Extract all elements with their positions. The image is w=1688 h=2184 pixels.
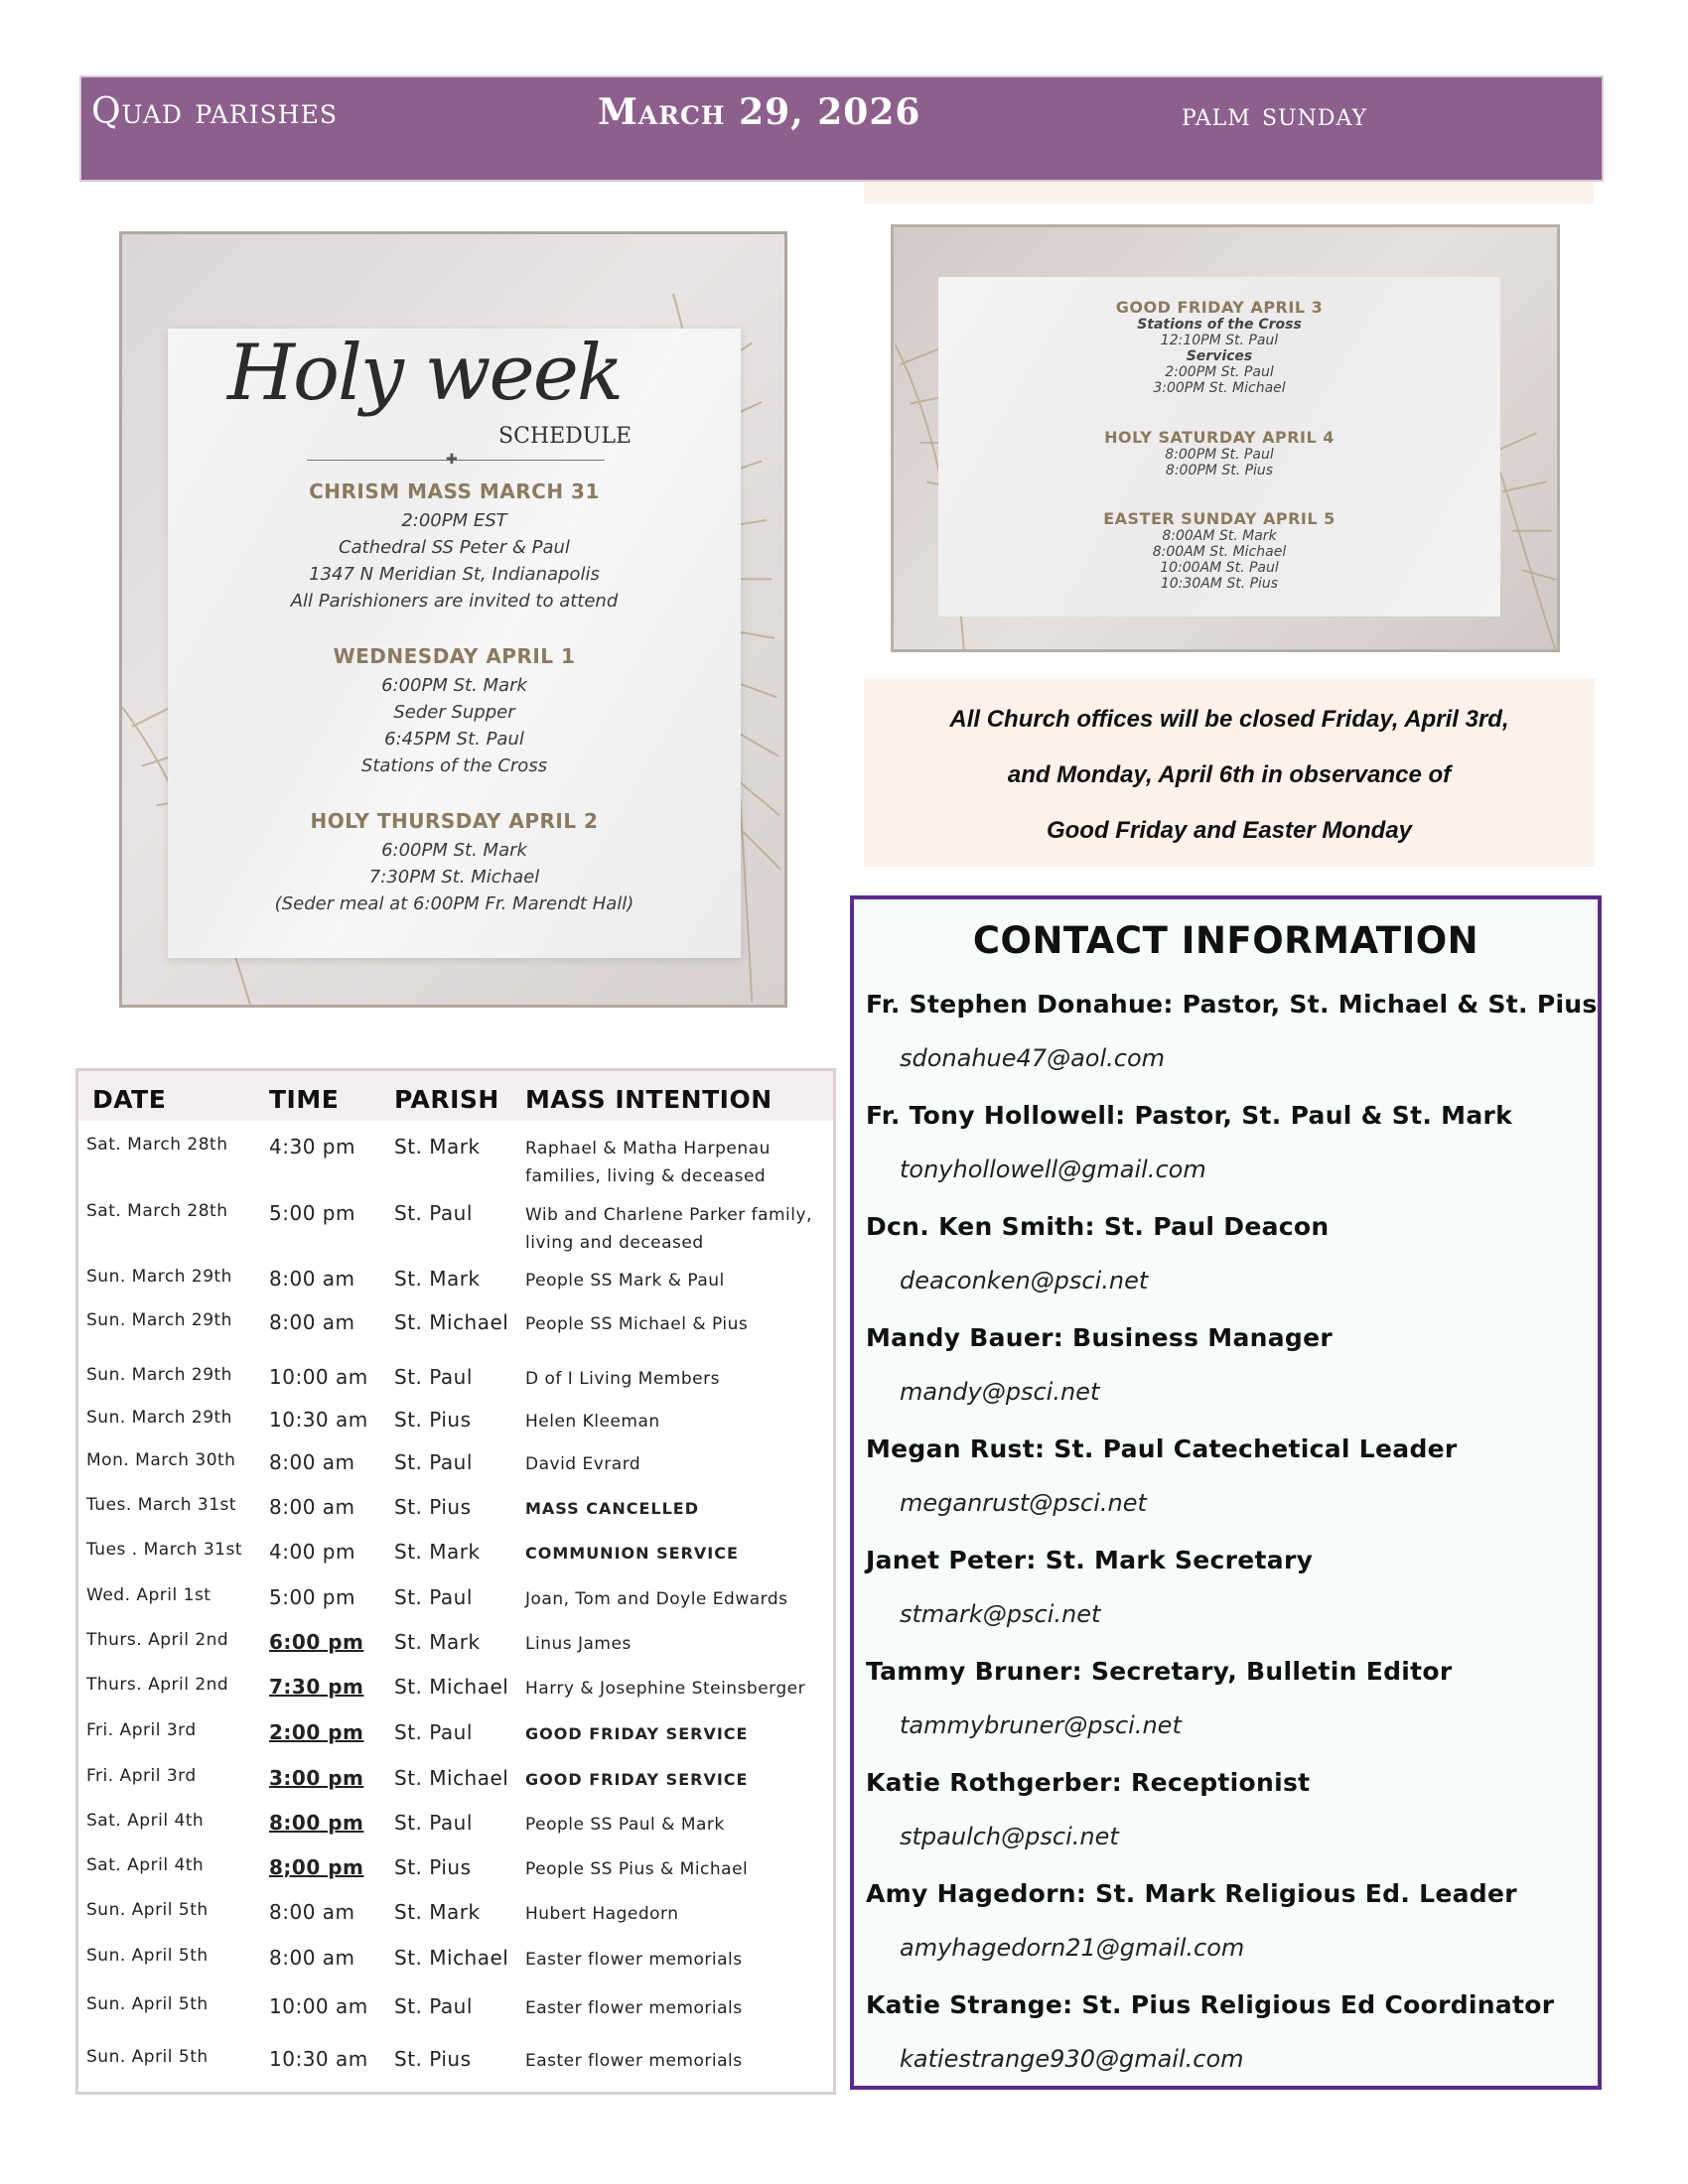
row-intention: COMMUNION SERVICE — [525, 1544, 739, 1563]
contact-name: Amy Hagedorn: St. Mark Religious Ed. Leader — [866, 1879, 1517, 1908]
section-line: 8:00PM St. Pius — [1165, 463, 1274, 478]
row-parish: St. Paul — [394, 1994, 473, 2018]
contact-email[interactable]: stpaulch@psci.net — [900, 1823, 1119, 1850]
row-parish: St. Michael — [394, 1675, 509, 1699]
row-date: Sat. March 28th — [86, 1135, 228, 1155]
row-parish: St. Mark — [394, 1900, 481, 1924]
row-intention: Helen Kleeman — [525, 1412, 660, 1432]
row-time: 10:30 am — [269, 1408, 368, 1432]
section-line: 2:00PM St. Paul — [1165, 364, 1274, 380]
header-date: March 29, 2026 — [598, 91, 921, 133]
section-line: 10:30AM St. Pius — [1160, 576, 1279, 592]
notice-line: Good Friday and Easter Monday — [1046, 817, 1413, 844]
holy-week-card — [168, 329, 741, 958]
notice-line: All Church offices will be closed Friday, April 3rd, — [949, 706, 1509, 733]
contact-email[interactable]: amyhagedorn21@gmail.com — [900, 1934, 1245, 1962]
row-parish: St. Pius — [394, 1855, 472, 1879]
contact-email[interactable]: mandy@psci.net — [900, 1378, 1100, 1406]
row-date: Sun. April 5th — [86, 1946, 209, 1966]
row-date: Thurs. April 2nd — [86, 1630, 229, 1650]
row-time: 2:00 pm — [269, 1720, 364, 1744]
row-intention: GOOD FRIDAY SERVICE — [525, 1770, 749, 1789]
contact-name: Tammy Bruner: Secretary, Bulletin Editor — [866, 1657, 1453, 1686]
section-line: 7:30PM St. Michael — [368, 867, 540, 887]
row-parish: St. Paul — [394, 1365, 473, 1389]
contact-name: Fr. Tony Hollowell: Pastor, St. Paul & St. Mark — [866, 1101, 1513, 1130]
row-time: 5:00 pm — [269, 1201, 355, 1225]
row-intention: People SS Paul & Mark — [525, 1815, 725, 1835]
row-parish: St. Michael — [394, 1766, 509, 1790]
contact-email[interactable]: katiestrange930@gmail.com — [900, 2045, 1244, 2073]
section-heading: CHRISM MASS MARCH 31 — [309, 479, 600, 503]
row-intention: People SS Mark & Paul — [525, 1271, 725, 1291]
holy-week-poster — [119, 231, 787, 1008]
header-banner — [79, 75, 1604, 182]
chrism-mass-section — [168, 479, 741, 614]
section-line: Cathedral SS Peter & Paul — [339, 537, 570, 558]
section-subheading: Stations of the Cross — [1137, 317, 1302, 333]
row-time: 8:00 am — [269, 1946, 355, 1970]
row-time: 10:30 am — [269, 2047, 368, 2071]
row-date: Fri. April 3rd — [86, 1720, 197, 1740]
easter-sunday-section — [938, 510, 1500, 592]
row-time: 4:00 pm — [269, 1540, 355, 1564]
section-heading: HOLY SATURDAY APRIL 4 — [1104, 428, 1335, 447]
header-left: Quad parishes — [91, 91, 338, 132]
contact-information-box — [850, 895, 1602, 2090]
column-header-parish: PARISH — [394, 1085, 499, 1114]
row-time: 8:00 am — [269, 1310, 355, 1334]
row-date: Sat. April 4th — [86, 1855, 205, 1875]
section-line: 12:10PM St. Paul — [1160, 333, 1279, 348]
section-heading: EASTER SUNDAY APRIL 5 — [1103, 509, 1336, 528]
section-line: 6:00PM St. Mark — [381, 675, 527, 696]
row-date: Sat. April 4th — [86, 1811, 205, 1831]
section-line: 10:00AM St. Paul — [1160, 560, 1279, 576]
row-parish: St. Michael — [394, 1946, 509, 1970]
row-intention: Joan, Tom and Doyle Edwards — [525, 1589, 788, 1609]
row-date: Sun. April 5th — [86, 1994, 209, 2014]
row-time: 8:00 am — [269, 1900, 355, 1924]
section-heading: GOOD FRIDAY APRIL 3 — [1115, 298, 1324, 317]
header-right: palm sunday — [1182, 95, 1367, 133]
row-time: 10:00 am — [269, 1994, 368, 2018]
row-intention: Easter flower memorials — [525, 1998, 743, 2018]
row-time: 8:00 am — [269, 1450, 355, 1474]
row-time: 4:30 pm — [269, 1135, 355, 1159]
row-parish: St. Paul — [394, 1585, 473, 1609]
row-parish: St. Pius — [394, 2047, 472, 2071]
row-date: Tues . March 31st — [86, 1540, 242, 1560]
row-date: Sun. March 29th — [86, 1365, 232, 1385]
row-intention: People SS Pius & Michael — [525, 1859, 749, 1879]
banner-accent — [864, 182, 1594, 204]
row-date: Tues. March 31st — [86, 1495, 237, 1515]
row-parish: St. Pius — [394, 1495, 472, 1519]
section-heading: HOLY THURSDAY APRIL 2 — [310, 809, 599, 833]
row-parish: St. Paul — [394, 1450, 473, 1474]
row-time: 7:30 pm — [269, 1675, 364, 1699]
contact-name: Janet Peter: St. Mark Secretary — [866, 1546, 1314, 1574]
notice-line: and Monday, April 6th in observance of — [1007, 761, 1452, 788]
table-header — [78, 1071, 833, 1121]
row-date: Mon. March 30th — [86, 1450, 236, 1470]
good-friday-section — [938, 299, 1500, 396]
section-heading: WEDNESDAY APRIL 1 — [333, 644, 576, 668]
row-time: 8:00 pm — [269, 1811, 364, 1835]
section-line: (Seder meal at 6:00PM Fr. Marendt Hall) — [274, 893, 634, 914]
row-parish: St. Mark — [394, 1267, 481, 1291]
section-line: 3:00PM St. Michael — [1153, 380, 1286, 396]
row-intention: D of I Living Members — [525, 1369, 720, 1389]
row-date: Sun. March 29th — [86, 1267, 232, 1287]
row-intention: Raphael & Matha Harpenau families, living & deceased — [525, 1139, 771, 1186]
row-intention: David Evrard — [525, 1454, 641, 1474]
row-parish: St. Paul — [394, 1720, 473, 1744]
contact-email[interactable]: tonyhollowell@gmail.com — [900, 1156, 1206, 1183]
contact-name: Dcn. Ken Smith: St. Paul Deacon — [866, 1212, 1330, 1241]
easter-schedule-card — [938, 277, 1500, 616]
column-header-intention: MASS INTENTION — [525, 1085, 773, 1114]
wednesday-section — [168, 644, 741, 779]
contact-email[interactable]: stmark@psci.net — [900, 1600, 1101, 1628]
row-date: Sun. March 29th — [86, 1310, 232, 1330]
easter-schedule-poster — [891, 224, 1560, 652]
row-intention: Easter flower memorials — [525, 1950, 743, 1970]
contact-name: Katie Strange: St. Pius Religious Ed Coordinator — [866, 1990, 1555, 2019]
row-time: 8:00 am — [269, 1495, 355, 1519]
office-closure-notice — [864, 678, 1595, 867]
row-date: Fri. April 3rd — [86, 1766, 197, 1786]
contact-name: Katie Rothgerber: Receptionist — [866, 1768, 1311, 1797]
row-time: 8:00 am — [269, 1267, 355, 1291]
contact-name: Fr. Stephen Donahue: Pastor, St. Michael & St. Pius — [866, 990, 1598, 1019]
section-line: All Parishioners are invited to attend — [290, 591, 619, 612]
row-time: 5:00 pm — [269, 1585, 355, 1609]
row-intention: MASS CANCELLED — [525, 1499, 699, 1518]
contact-title: CONTACT INFORMATION — [972, 919, 1479, 962]
contact-email[interactable]: deaconken@psci.net — [900, 1267, 1149, 1295]
row-parish: St. Paul — [394, 1811, 473, 1835]
contact-name: Mandy Bauer: Business Manager — [866, 1323, 1333, 1352]
section-line: 1347 N Meridian St, Indianapolis — [309, 564, 600, 585]
row-time: 8;00 pm — [269, 1855, 364, 1879]
section-line: Stations of the Cross — [360, 755, 548, 776]
holy-week-title: Holy week — [227, 329, 623, 418]
row-intention: GOOD FRIDAY SERVICE — [525, 1724, 749, 1743]
row-date: Wed. April 1st — [86, 1585, 211, 1605]
section-line: 2:00PM EST — [401, 510, 507, 531]
row-parish: St. Michael — [394, 1310, 509, 1334]
row-intention: Linus James — [525, 1634, 632, 1654]
section-line: 6:45PM St. Paul — [384, 729, 524, 750]
row-time: 6:00 pm — [269, 1630, 364, 1654]
contact-name: Megan Rust: St. Paul Catechetical Leader — [866, 1434, 1458, 1463]
row-date: Sun. April 5th — [86, 2047, 209, 2067]
section-line: 8:00AM St. Michael — [1152, 544, 1287, 560]
row-intention: Harry & Josephine Steinsberger — [525, 1679, 806, 1699]
row-date: Sun. April 5th — [86, 1900, 209, 1920]
column-header-date: DATE — [92, 1085, 167, 1114]
row-date: Sun. March 29th — [86, 1408, 232, 1428]
row-time: 3:00 pm — [269, 1766, 364, 1790]
section-line: 8:00AM St. Mark — [1162, 528, 1277, 544]
row-time: 10:00 am — [269, 1365, 368, 1389]
holy-thursday-section — [168, 809, 741, 917]
row-date: Thurs. April 2nd — [86, 1675, 229, 1695]
section-line: 8:00PM St. Paul — [1165, 447, 1274, 463]
row-intention: Easter flower memorials — [525, 2051, 743, 2071]
row-intention: Wib and Charlene Parker family, living and deceased — [525, 1205, 812, 1253]
holy-saturday-section — [938, 429, 1500, 478]
row-intention: Hubert Hagedorn — [525, 1904, 679, 1924]
cross-ornament-icon: ✚ — [446, 452, 458, 468]
row-parish: St. Paul — [394, 1201, 473, 1225]
row-date: Sat. March 28th — [86, 1201, 228, 1221]
row-intention: People SS Michael & Pius — [525, 1314, 749, 1334]
section-line: 6:00PM St. Mark — [381, 840, 527, 861]
mass-intention-table — [75, 1068, 836, 2095]
contact-email[interactable]: sdonahue47@aol.com — [900, 1044, 1166, 1072]
row-parish: St. Mark — [394, 1630, 481, 1654]
schedule-subtitle: SCHEDULE — [498, 424, 632, 449]
row-parish: St. Mark — [394, 1135, 481, 1159]
column-header-time: TIME — [269, 1085, 340, 1114]
contact-email[interactable]: meganrust@psci.net — [900, 1489, 1147, 1517]
section-subheading: Services — [1186, 348, 1253, 364]
section-line: Seder Supper — [393, 702, 515, 723]
row-parish: St. Mark — [394, 1540, 481, 1564]
contact-email[interactable]: tammybruner@psci.net — [900, 1711, 1182, 1739]
row-parish: St. Pius — [394, 1408, 472, 1432]
